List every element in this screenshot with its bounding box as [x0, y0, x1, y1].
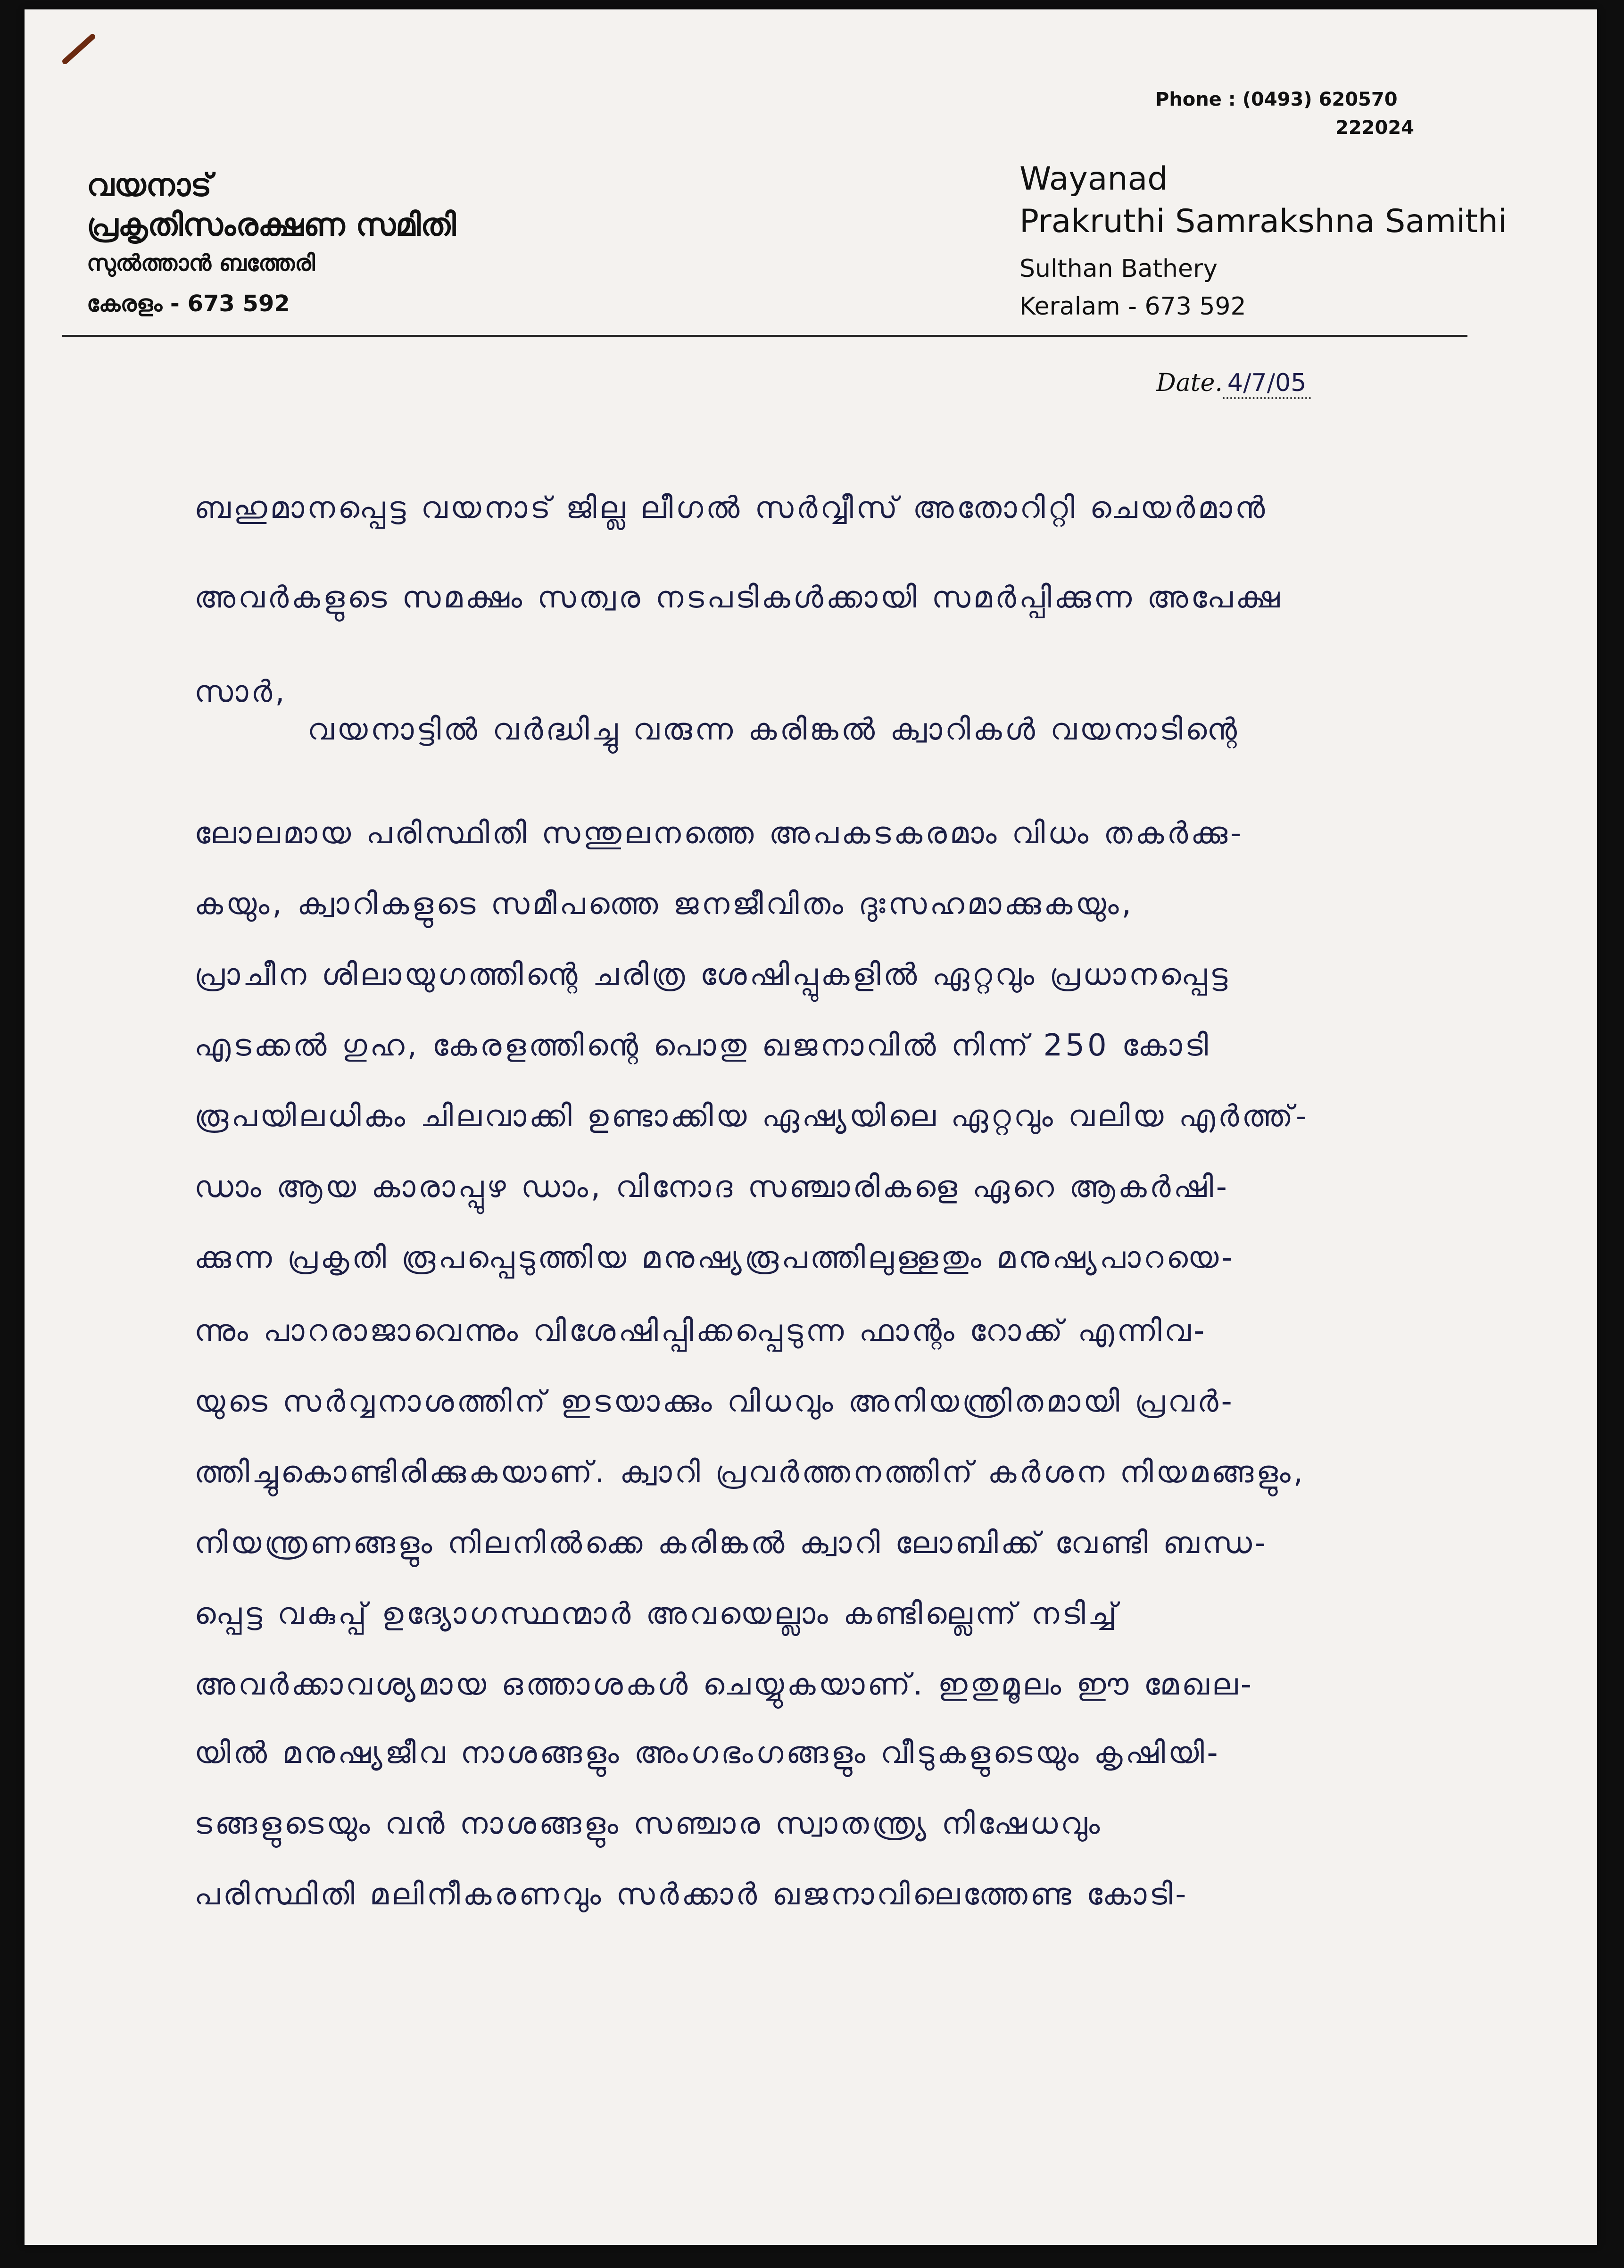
- letter-line: യുടെ സർവ്വനാശത്തിന് ഇടയാക്കും വിധവും അനിയന്ത്രിതമായി പ്രവർ-: [194, 1384, 1235, 1419]
- letter-line: പരിസ്ഥിതി മലിനീകരണവും സർക്കാർ ഖജനാവിലെത്തേണ്ട കോടി-: [194, 1877, 1189, 1912]
- org-name-malayalam-line2: പ്രകൃതിസംരക്ഷണ സമിതി: [87, 207, 456, 243]
- letter-line: എടക്കൽ ഗുഹ, കേരളത്തിന്റെ പൊതു ഖജനാവിൽ നിന്ന് 250 കോടി: [194, 1028, 1211, 1063]
- phone-number-alt: 222024: [1335, 117, 1414, 139]
- letter-line: അവർക്കാവശ്യമായ ഒത്താശകൾ ചെയ്യുകയാണ്. ഇതുമൂലം ഈ മേഖല-: [194, 1667, 1254, 1702]
- pincode-english: Keralam - 673 592: [1019, 292, 1246, 321]
- letter-line: ലോലമായ പരിസ്ഥിതി സന്തുലനത്തെ അപകടകരമാം വിധം തകർക്കു-: [194, 816, 1244, 851]
- letter-line: പ്പെട്ട വകുപ്പ് ഉദ്യോഗസ്ഥന്മാർ അവയെല്ലാം കണ്ടില്ലെന്ന് നടിച്ച്: [194, 1596, 1119, 1631]
- letter-line: രൂപയിലധികം ചിലവാക്കി ഉണ്ടാക്കിയ ഏഷ്യയിലെ ഏറ്റവും വലിയ എർത്ത്-: [194, 1099, 1310, 1134]
- place-malayalam: സുൽത്താൻ ബത്തേരി: [87, 250, 315, 276]
- org-name-english: Wayanad: [1019, 160, 1168, 198]
- letter-line: ഡാം ആയ കാരാപ്പുഴ ഡാം, വിനോദ സഞ്ചാരികളെ ഏറെ ആകർഷി-: [194, 1170, 1230, 1205]
- letterhead-divider: [62, 335, 1467, 337]
- letter-line: ത്തിച്ചുകൊണ്ടിരിക്കുകയാണ്. ക്വാറി പ്രവർത്തനത്തിന് കർശന നിയമങ്ങളും,: [194, 1455, 1306, 1490]
- date-label: Date.: [1156, 369, 1223, 397]
- letter-line: ബഹുമാനപ്പെട്ട വയനാട് ജില്ല ലീഗൽ സർവ്വീസ് അതോറിറ്റി ചെയർമാൻ: [194, 490, 1268, 525]
- letter-line: നിയന്ത്രണങ്ങളും നിലനിൽക്കെ കരിങ്കൽ ക്വാറി ലോബിക്ക് വേണ്ടി ബന്ധ-: [194, 1526, 1269, 1561]
- letter-line: സാർ,: [194, 674, 288, 709]
- letter-page: [25, 9, 1597, 2245]
- letter-line: കയും, ക്വാറികളുടെ സമീപത്തെ ജനജീവിതം ദുഃസഹമാക്കുകയും,: [194, 887, 1134, 922]
- org-name-malayalam: വയനാട്: [87, 167, 212, 203]
- date-value: 4/7/05: [1223, 369, 1311, 399]
- pincode-malayalam: കേരളം - 673 592: [87, 291, 290, 317]
- place-english: Sulthan Bathery: [1019, 255, 1218, 283]
- phone-number: Phone : (0493) 620570: [1155, 89, 1398, 110]
- letter-line: അവർകളുടെ സമക്ഷം സത്വര നടപടികൾക്കായി സമർപ്പിക്കുന്ന അപേക്ഷ: [194, 580, 1283, 615]
- pen-mark: [61, 33, 97, 65]
- letter-line: ടങ്ങളുടെയും വൻ നാശങ്ങളും സഞ്ചാര സ്വാതന്ത്ര്യ നിഷേധവും: [194, 1806, 1103, 1841]
- org-name-english-line2: Prakruthi Samrakshna Samithi: [1019, 203, 1507, 240]
- letter-line: ക്കുന്ന പ്രകൃതി രൂപപ്പെടുത്തിയ മനുഷ്യരൂപത്തിലുള്ളതും മനുഷ്യപാറയെ-: [194, 1240, 1235, 1275]
- letter-line: യിൽ മനുഷ്യജീവ നാശങ്ങളും അംഗഭംഗങ്ങളും വീടുകളുടെയും കൃഷിയി-: [194, 1736, 1221, 1770]
- letter-line: ന്നും പാറരാജാവെന്നും വിശേഷിപ്പിക്കപ്പെടുന്ന ഫാന്റം റോക്ക് എന്നിവ-: [194, 1313, 1208, 1348]
- letter-line: പ്രാചീന ശിലായുഗത്തിന്റെ ചരിത്ര ശേഷിപ്പുകളിൽ ഏറ്റവും പ്രധാനപ്പെട്ട: [194, 957, 1231, 992]
- date-field: [1156, 369, 1311, 397]
- letter-line: വയനാട്ടിൽ വർദ്ധിച്ചു വരുന്ന കരിങ്കൽ ക്വാറികൾ വയനാടിന്റെ: [307, 712, 1240, 747]
